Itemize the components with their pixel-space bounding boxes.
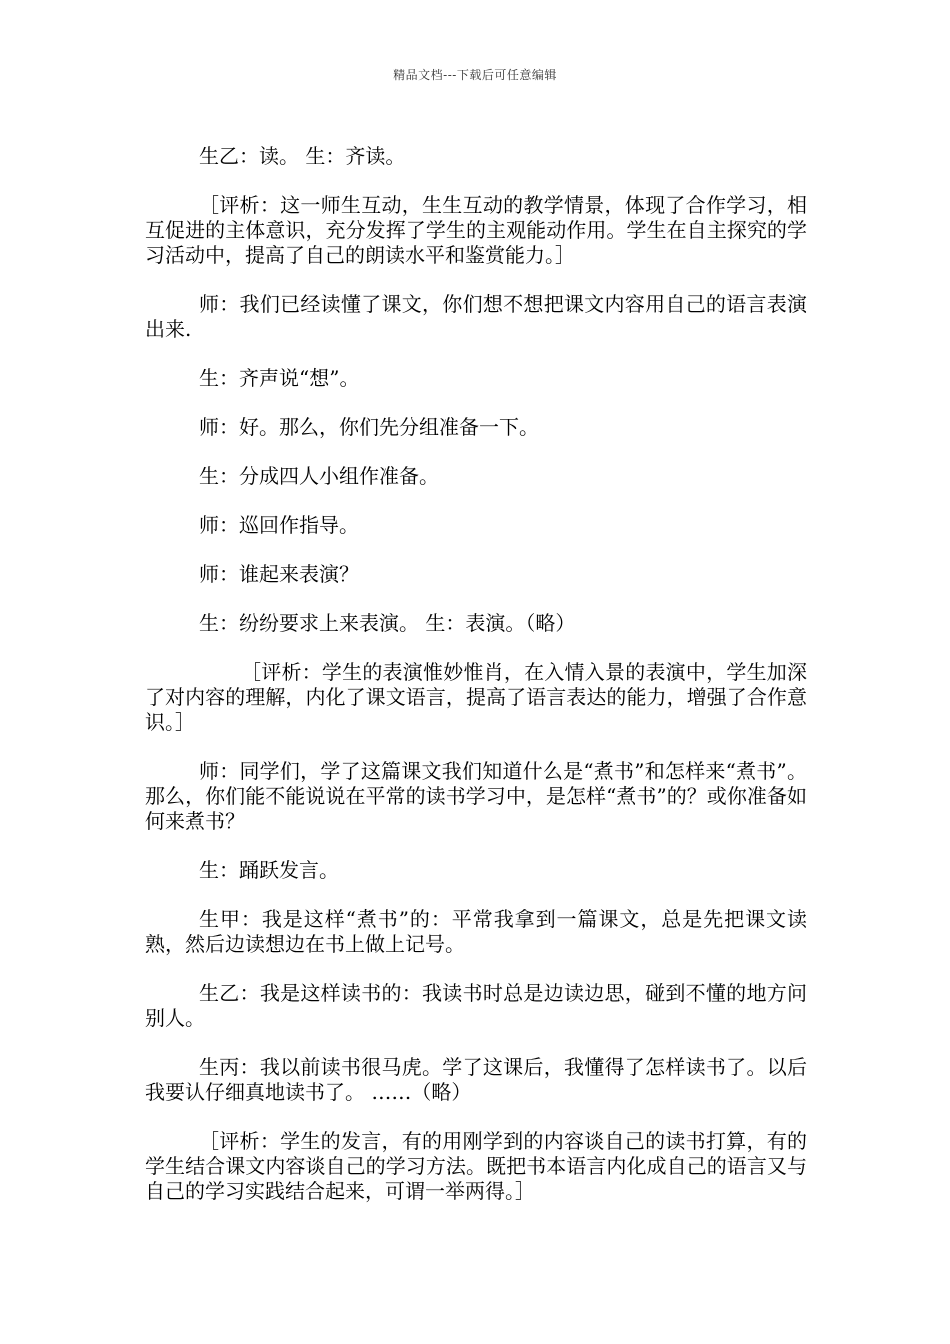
document-body (145, 144, 807, 1228)
paragraph-commentary: ［评析：学生的表演惟妙惟肖，在入情入景的表演中，学生加深了对内容的理解，内化了课文语言，提高了语言表达的能力，增强了合作意识。］ (145, 660, 807, 734)
paragraph-commentary: ［评析：学生的发言，有的用刚学到的内容谈自己的读书打算，有的学生结合课文内容谈自己的学习方法。既把书本语言内化成自己的语言又与自己的学习实践结合起来，可谓一举两得。］ (145, 1129, 807, 1203)
paragraph-dialogue: 生：齐声说“想”。 (199, 366, 360, 390)
paragraph-dialogue: 师：我们已经读懂了课文，你们想不想把课文内容用自己的语言表演出来. (145, 292, 807, 341)
paragraph-commentary: ［评析：这一师生互动，生生互动的教学情景，体现了合作学习，相互促进的主体意识，充分发挥了学生的主观能动作用。学生在自主探究的学习活动中，提高了自己的朗读水平和鉴赏能力。］ (145, 193, 807, 267)
paragraph-dialogue: 生丙：我以前读书很马虎。学了这课后，我懂得了怎样读书了。以后我要认仔细真地读书了。 ……（略） (145, 1055, 807, 1104)
page-header: 精品文档---下载后可任意编辑 (393, 68, 557, 82)
paragraph-dialogue: 生乙：读。 生：齐读。 (199, 144, 406, 168)
paragraph-dialogue: 生甲：我是这样“煮书”的：平常我拿到一篇课文，总是先把课文读熟，然后边读想边在书上做上记号。 (145, 907, 807, 956)
paragraph-dialogue: 生乙：我是这样读书的：我读书时总是边读边思，碰到不懂的地方问别人。 (145, 981, 807, 1030)
paragraph-dialogue: 生：纷纷要求上来表演。 生：表演。（略） (199, 611, 576, 635)
paragraph-dialogue: 师：同学们，学了这篇课文我们知道什么是“煮书”和怎样来“煮书”。那么，你们能不能说说在平常的读书学习中，是怎样“煮书”的？或你准备如何来煮书？ (145, 759, 807, 833)
paragraph-dialogue: 师：好。那么，你们先分组准备一下。 (199, 415, 539, 439)
paragraph-dialogue: 师：巡回作指导。 (199, 513, 359, 537)
paragraph-dialogue: 生：踊跃发言。 (199, 858, 339, 882)
paragraph-dialogue: 师：谁起来表演？ (199, 562, 359, 586)
paragraph-dialogue: 生：分成四人小组作准备。 (199, 464, 439, 488)
